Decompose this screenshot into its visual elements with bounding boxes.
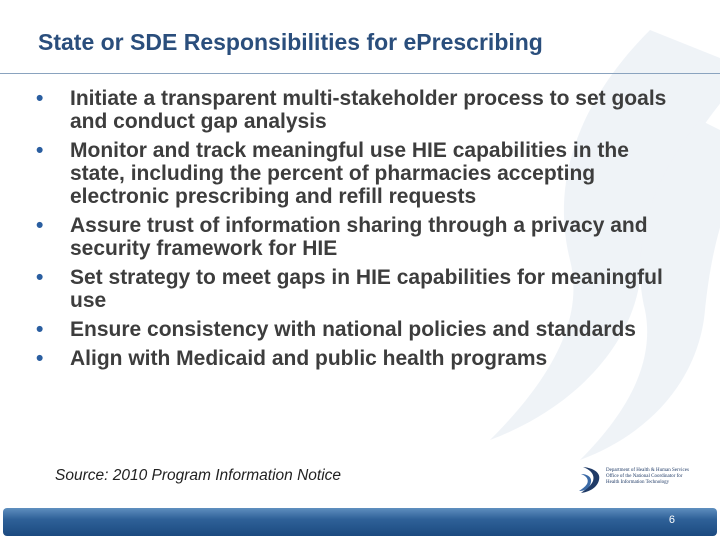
bullet-item (36, 347, 686, 370)
bullet-marker: • (36, 347, 44, 370)
slide-title: State or SDE Responsibilities for ePrescribing (38, 29, 543, 55)
bullet-text: Monitor and track meaningful use HIE capabilities in the state, including the percent of pharmacies accepting electronic prescribing and refill requests (70, 139, 629, 208)
footer-bar (3, 508, 717, 536)
page-number: 6 (668, 514, 675, 526)
bullet-text: Set strategy to meet gaps in HIE capabilities for meaningful use (70, 266, 663, 312)
bullet-text: Assure trust of information sharing through a privacy and security framework for HIE (70, 214, 648, 260)
source-citation: Source: 2010 Program Information Notice (55, 467, 342, 484)
logo-line: Office of the National Coordinator for (606, 474, 683, 479)
logo-text (606, 468, 689, 486)
bullet-marker: • (36, 214, 44, 237)
bullet-text: Initiate a transparent multi-stakeholder process to set goals and conduct gap analysis (70, 87, 667, 133)
hhs-eagle-seal-icon (577, 464, 603, 496)
logo-line: Department of Health & Human Services (606, 468, 689, 473)
bullet-marker: • (36, 139, 44, 162)
hhs-onc-logo (577, 464, 689, 496)
bullet-list (36, 87, 686, 376)
bullet-marker: • (36, 87, 44, 110)
bullet-marker: • (36, 318, 44, 341)
bullet-item (36, 87, 686, 133)
logo-line: Health Information Technology (606, 480, 670, 485)
bullet-item (36, 214, 686, 260)
title-divider (0, 73, 720, 74)
bullet-text: Ensure consistency with national policies and standards (70, 318, 636, 341)
bullet-marker: • (36, 266, 44, 289)
bullet-text: Align with Medicaid and public health programs (70, 347, 548, 370)
bullet-item (36, 318, 686, 341)
bullet-item (36, 266, 686, 312)
bullet-item (36, 139, 686, 208)
